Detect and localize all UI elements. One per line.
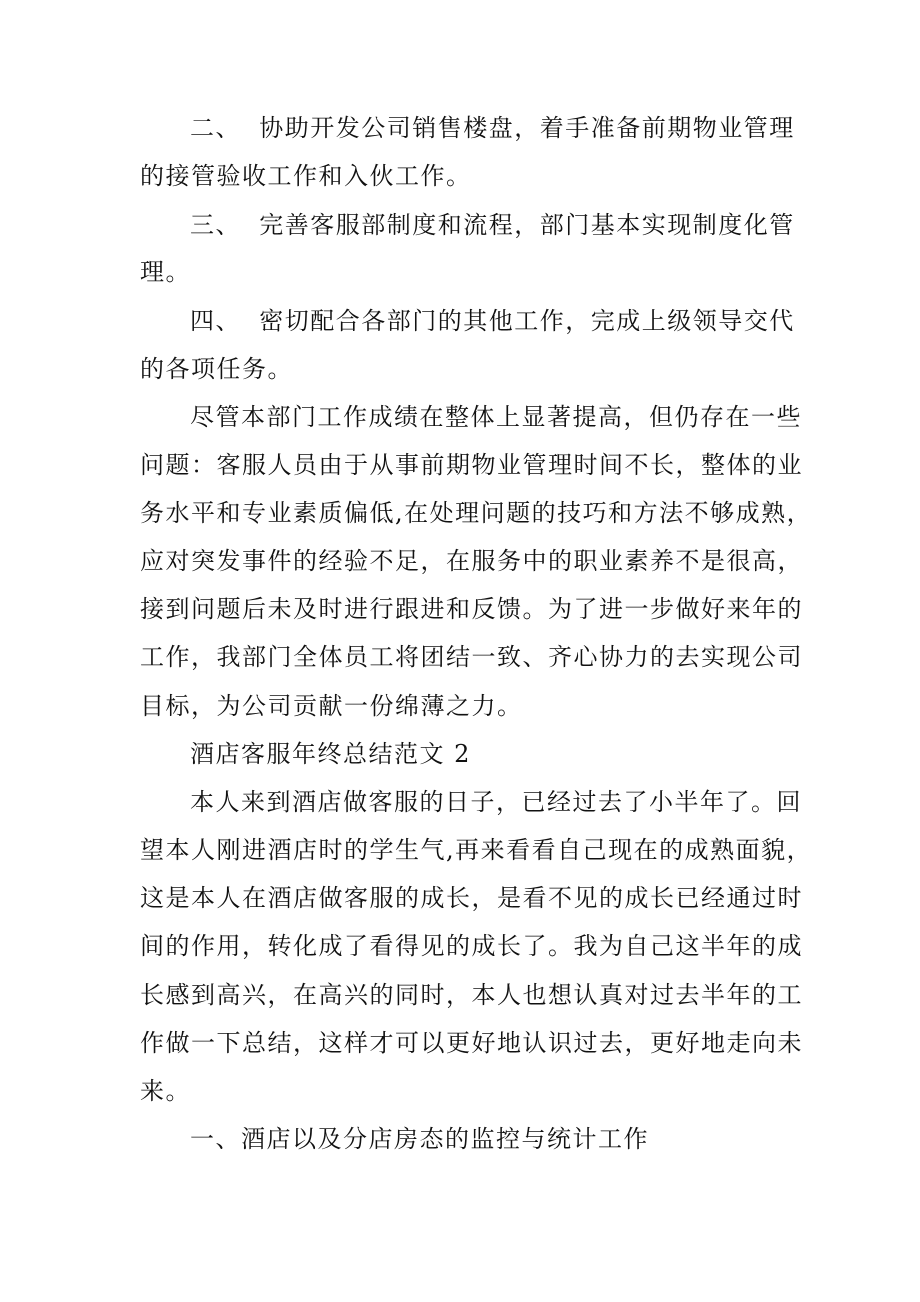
text-line: 务水平和专业素质偏低,在处理问题的技巧和方法不够成熟， [140,499,813,527]
text-line: 作做一下总结，这样才可以更好地认识过去，更好地走向未 [140,1029,803,1057]
text-line: 望本人刚进酒店时的学生气,再来看看自己现在的成熟面貌， [140,836,813,864]
subsection-heading: 一、酒店以及分店房态的监控与统计工作 [190,1125,649,1153]
text-line: 目标，为公司贡献一份绵薄之力。 [140,692,523,720]
text-line: 问题：客服人员由于从事前期物业管理时间不长，整体的业 [140,451,803,479]
text-line: 这是本人在酒店做客服的成长，是看不见的成长已经通过时 [140,884,803,912]
text-line: 接到问题后未及时进行跟进和反馈。为了进一步做好来年的 [140,595,803,623]
text-line: 的接管验收工作和入伙工作。 [140,162,472,190]
text-line: 应对突发事件的经验不足，在服务中的职业素养不是很高， [140,547,803,575]
text-line: 本人来到酒店做客服的日子，已经过去了小半年了。回 [190,788,802,816]
text-line: 来。 [140,1077,191,1105]
text-line: 四、 密切配合各部门的其他工作，完成上级领导交代 [190,307,795,335]
text-line: 三、 完善客服部制度和流程，部门基本实现制度化管 [190,211,795,239]
section-heading: 酒店客服年终总结范文 2 [190,740,471,768]
text-line: 间的作用，转化成了看得见的成长了。我为自己这半年的成 [140,932,803,960]
text-line: 尽管本部门工作成绩在整体上显著提高，但仍存在一些 [190,403,802,431]
text-line: 的各项任务。 [140,355,293,383]
text-line: 理。 [140,258,191,286]
text-line: 工作，我部门全体员工将团结一致、齐心协力的去实现公司 [140,643,803,671]
text-line: 二、 协助开发公司销售楼盘，着手准备前期物业管理 [190,114,795,142]
text-line: 长感到高兴，在高兴的同时，本人也想认真对过去半年的工 [140,981,803,1009]
